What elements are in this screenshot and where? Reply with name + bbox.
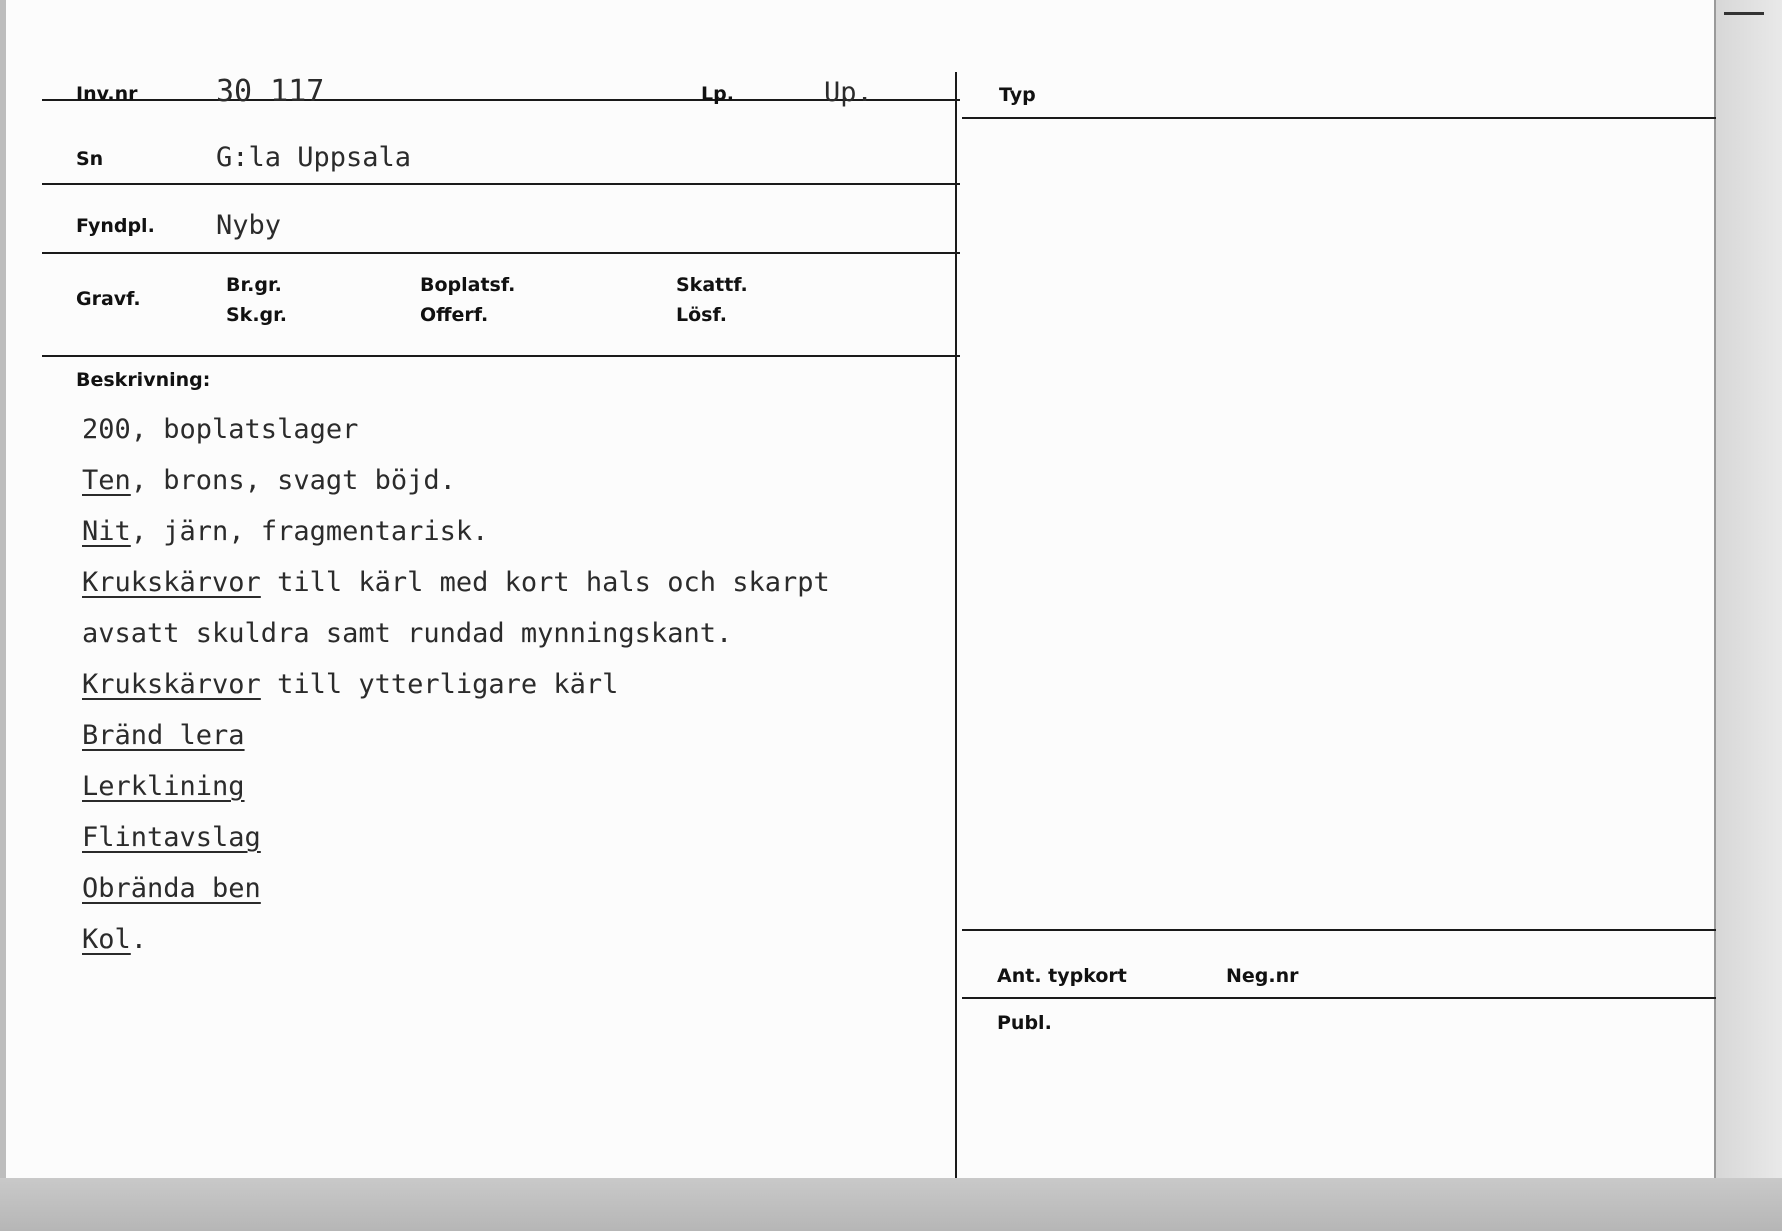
description-line: Krukskärvor till kärl med kort hals och skarpt (82, 567, 830, 598)
description-line: Nit, järn, fragmentarisk. (82, 516, 489, 547)
offerf-label: Offerf. (420, 304, 489, 326)
description-line: Flintavslag (82, 822, 261, 853)
description-line: Krukskärvor till ytterligare kärl (82, 669, 619, 700)
br-gr-label: Br.gr. (226, 274, 282, 296)
rule-publ (962, 997, 1718, 999)
rule-typ (962, 117, 1718, 119)
publ-label: Publ. (997, 1012, 1052, 1034)
sn-label: Sn (76, 148, 104, 170)
gravf-label: Gravf. (76, 288, 141, 310)
rule-sn (42, 183, 960, 185)
description-line: 200, boplatslager (82, 414, 359, 445)
lp-value: Up. (824, 77, 873, 108)
beskrivning-label: Beskrivning: (76, 369, 211, 391)
sn-value: G:la Uppsala (216, 142, 412, 173)
losf-label: Lösf. (676, 304, 727, 326)
lp-label: Lp. (701, 83, 734, 105)
scan-background-right (1716, 0, 1782, 1178)
rule-ant-typkort-top (962, 929, 1718, 931)
inv-nr-value: 30 117 (216, 74, 325, 109)
fyndpl-label: Fyndpl. (76, 215, 155, 237)
neg-nr-label: Neg.nr (1226, 965, 1299, 987)
fyndpl-value: Nyby (216, 210, 282, 241)
catalog-card (6, 0, 1716, 1178)
rule-invnr (42, 99, 960, 101)
description-line: Ten, brons, svagt böjd. (82, 465, 456, 496)
skattf-label: Skattf. (676, 274, 748, 296)
inv-nr-label: Inv.nr (76, 83, 138, 105)
description-line: avsatt skuldra samt rundad mynningskant. (82, 618, 733, 649)
sk-gr-label: Sk.gr. (226, 304, 288, 326)
column-divider (955, 72, 957, 1178)
typ-label: Typ (999, 84, 1036, 106)
description-line: Kol. (82, 924, 148, 955)
scan-background-bottom (0, 1178, 1782, 1231)
boplatsf-label: Boplatsf. (420, 274, 516, 296)
description-line: Bränd lera (82, 720, 245, 751)
ant-typkort-label: Ant. typkort (997, 965, 1127, 987)
rule-fyndpl (42, 252, 960, 254)
rule-gravf (42, 355, 960, 357)
description-line: Obrända ben (82, 873, 261, 904)
description-line: Lerklining (82, 771, 245, 802)
